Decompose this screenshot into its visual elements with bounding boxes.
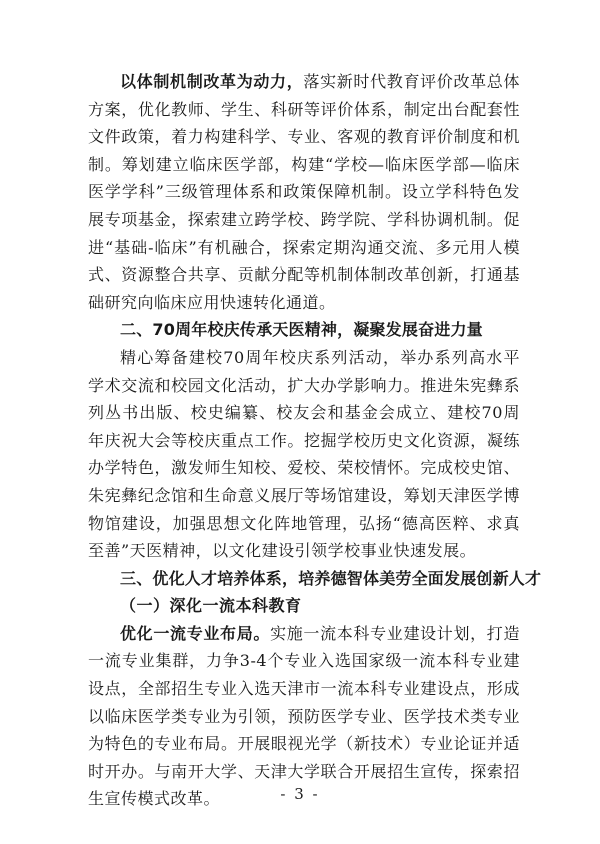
- page-number: - 3 -: [280, 785, 320, 803]
- paragraph-lead-reform: 以体制机制改革为动力，: [120, 72, 304, 91]
- paragraph-lead-majors: 优化一流专业布局。: [120, 623, 271, 643]
- paragraph-reform: [88, 68, 520, 316]
- paragraph-text-majors: 实施一流本科专业建设计划，打造一流专业集群，力争3-4个专业入选国家级一流本科专业建设点，全部招生专业入选天津市一流本科专业建设点，形成以临床医学类专业为引领，预防医学专业、医学技术类专业为特色的专业布局。开展眼视光学（新技术）专业论证并适时开办。与南开大学、天津大学联合开展招生宣传，探索招生宣传模式改革。: [88, 623, 520, 809]
- paragraph-anniversary: 精心筹备建校70周年校庆系列活动，举办系列高水平学术交流和校园文化活动，扩大办学影响力。推进朱宪彝系列丛书出版、校史编纂、校友会和基金会成立、建校70周年庆祝大会等校庆重点工作。挖掘学校历史文化资源，凝练办学特色，激发师生知校、爱校、荣校情怀。完成校史馆、朱宪彝纪念馆和生命意义展厅等场馆建设，筹划天津医学博物馆建设，加强思想文化阵地管理，弘扬“德高医粹、求真至善”天医精神，以文化建设引领学校事业快速发展。: [88, 347, 520, 561]
- paragraph-text-reform: 落实新时代教育评价改革总体方案，优化教师、学生、科研等评价体系，制定出台配套性文件政策，着力构建科学、专业、客观的教育评价制度和机制。筹划建立临床医学部，构建“学校—临床医学部—临床医学学科”三级管理体系和政策保障机制。设立学科特色发展专项基金，探索建立跨学校、跨学院、学科协调机制。促进“基础-临床”有机融合，探索定期沟通交流、多元用人模式、资源整合共享、贡献分配等机制体制改革创新，打通基础研究向临床应用快速转化通道。: [88, 72, 520, 312]
- document-body: [88, 68, 542, 813]
- subsection-heading-undergraduate: （一）深化一流本科教育: [120, 596, 302, 616]
- section-heading-talent: 三、优化人才培养体系，培养德智体美劳全面发展创新人才: [120, 568, 542, 588]
- section-heading-anniversary: 二、70周年校庆传承天医精神，凝聚发展奋进力量: [120, 320, 483, 340]
